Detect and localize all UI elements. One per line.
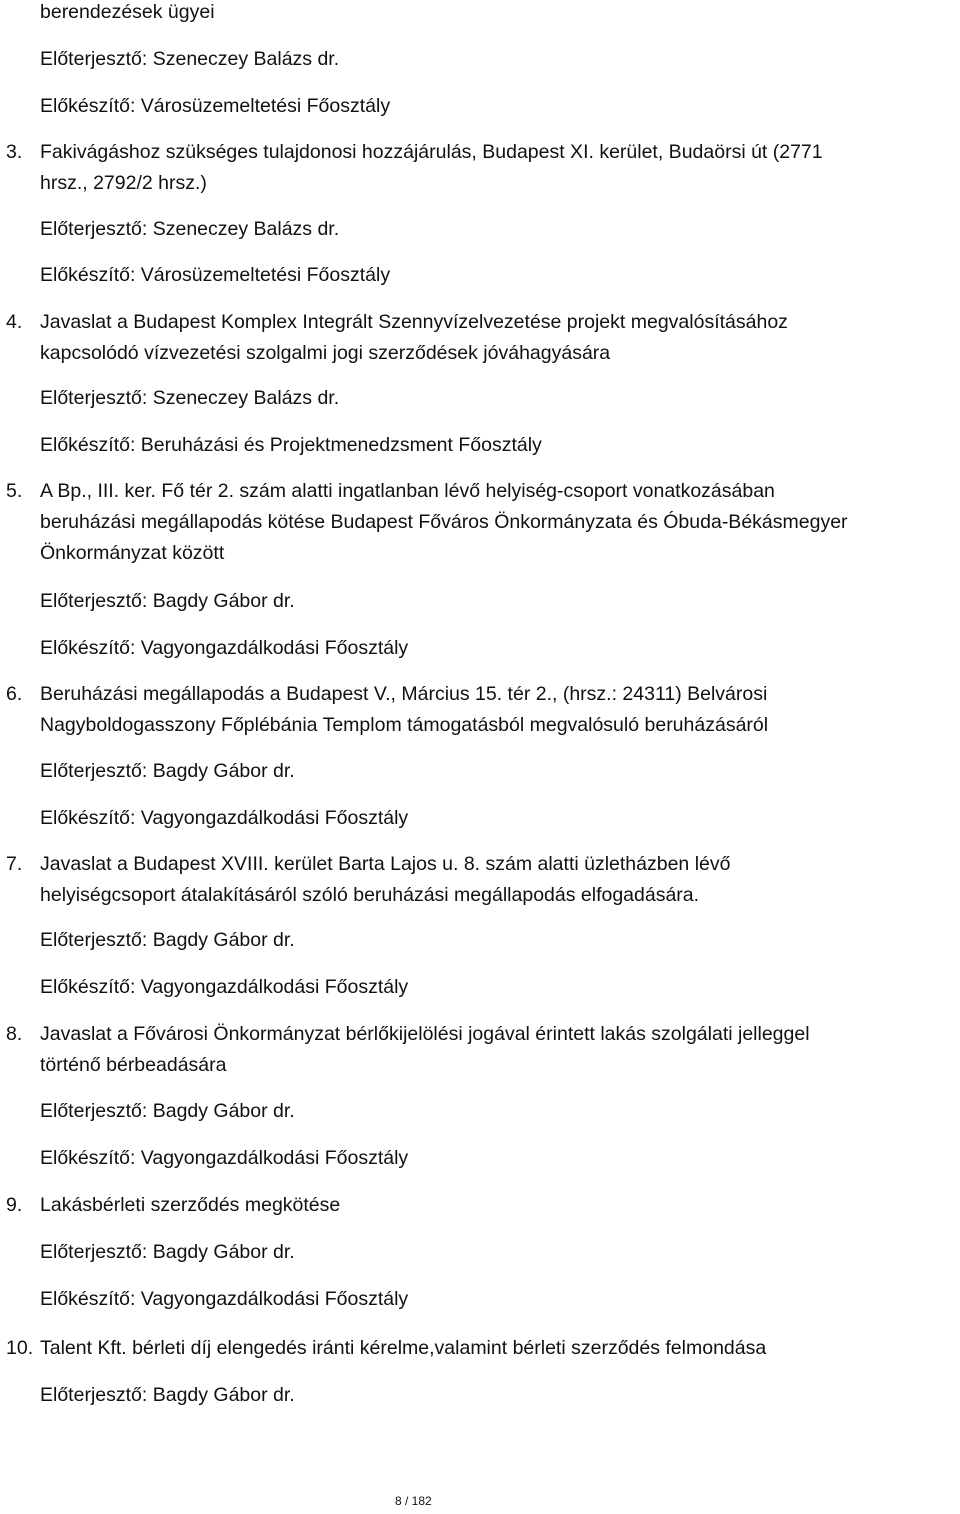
item-number: 6.	[6, 683, 23, 705]
item-number: 4.	[6, 311, 23, 333]
agenda-item-text: kapcsolódó vízvezetési szolgalmi jogi szerződések jóváhagyására	[40, 342, 611, 364]
agenda-item-text: beruházási megállapodás kötése Budapest Főváros Önkormányzata és Óbuda-Békásmegyer	[40, 511, 848, 533]
item-number: 8.	[6, 1023, 23, 1045]
paragraph-line: Előterjesztő: Szeneczey Balázs dr.	[40, 48, 340, 70]
paragraph-line: Előkészítő: Vagyongazdálkodási Főosztály	[40, 807, 409, 829]
paragraph-line: Előkészítő: Beruházási és Projektmenedzsment Főosztály	[40, 434, 542, 456]
paragraph-line: berendezések ügyei	[40, 1, 215, 23]
paragraph-line: Előterjesztő: Bagdy Gábor dr.	[40, 1241, 295, 1263]
paragraph-line: Előterjesztő: Bagdy Gábor dr.	[40, 590, 295, 612]
paragraph-line: Előterjesztő: Bagdy Gábor dr.	[40, 1384, 295, 1406]
paragraph-line: Előkészítő: Városüzemeltetési Főosztály	[40, 95, 391, 117]
agenda-item-text: A Bp., III. ker. Fő tér 2. szám alatti ingatlanban lévő helyiség-csoport vonatkozásában	[40, 480, 775, 502]
agenda-item-text: Fakivágáshoz szükséges tulajdonosi hozzájárulás, Budapest XI. kerület, Budaörsi út (2771	[40, 141, 823, 163]
agenda-item-text: Önkormányzat között	[40, 542, 225, 564]
agenda-item-text: Javaslat a Fővárosi Önkormányzat bérlőkijelölési jogával érintett lakás szolgálati jelleggel	[40, 1023, 810, 1045]
agenda-item-text: Nagyboldogasszony Főplébánia Templom támogatásból megvalósuló beruházásáról	[40, 714, 769, 736]
paragraph-line: Előterjesztő: Bagdy Gábor dr.	[40, 760, 295, 782]
agenda-item-text: Lakásbérleti szerződés megkötése	[40, 1194, 341, 1216]
paragraph-line: Előkészítő: Vagyongazdálkodási Főosztály	[40, 637, 409, 659]
agenda-item-text: Talent Kft. bérleti díj elengedés iránti kérelme,valamint bérleti szerződés felmondása	[40, 1337, 767, 1359]
paragraph-line: Előkészítő: Vagyongazdálkodási Főosztály	[40, 976, 409, 998]
page-number: 8 / 182	[395, 1494, 432, 1508]
paragraph-line: Előkészítő: Vagyongazdálkodási Főosztály	[40, 1147, 409, 1169]
item-number: 9.	[6, 1194, 23, 1216]
paragraph-line: Előterjesztő: Szeneczey Balázs dr.	[40, 387, 340, 409]
item-number: 10.	[6, 1337, 34, 1359]
paragraph-line: Előterjesztő: Bagdy Gábor dr.	[40, 929, 295, 951]
agenda-item-text: helyiségcsoport átalakításáról szóló beruházási megállapodás elfogadására.	[40, 884, 700, 906]
paragraph-line: Előkészítő: Vagyongazdálkodási Főosztály	[40, 1288, 409, 1310]
paragraph-line: Előterjesztő: Szeneczey Balázs dr.	[40, 218, 340, 240]
paragraph-line: Előterjesztő: Bagdy Gábor dr.	[40, 1100, 295, 1122]
item-number: 7.	[6, 853, 23, 875]
item-number: 5.	[6, 480, 23, 502]
agenda-item-text: Javaslat a Budapest Komplex Integrált Szennyvízelvezetése projekt megvalósításához	[40, 311, 788, 333]
agenda-item-text: történő bérbeadására	[40, 1054, 227, 1076]
paragraph-line: Előkészítő: Városüzemeltetési Főosztály	[40, 264, 391, 286]
item-number: 3.	[6, 141, 23, 163]
agenda-item-text: Beruházási megállapodás a Budapest V., Március 15. tér 2., (hrsz.: 24311) Belvárosi	[40, 683, 768, 705]
agenda-item-text: hrsz., 2792/2 hrsz.)	[40, 172, 207, 194]
agenda-item-text: Javaslat a Budapest XVIII. kerület Barta Lajos u. 8. szám alatti üzletházben lévő	[40, 853, 731, 875]
